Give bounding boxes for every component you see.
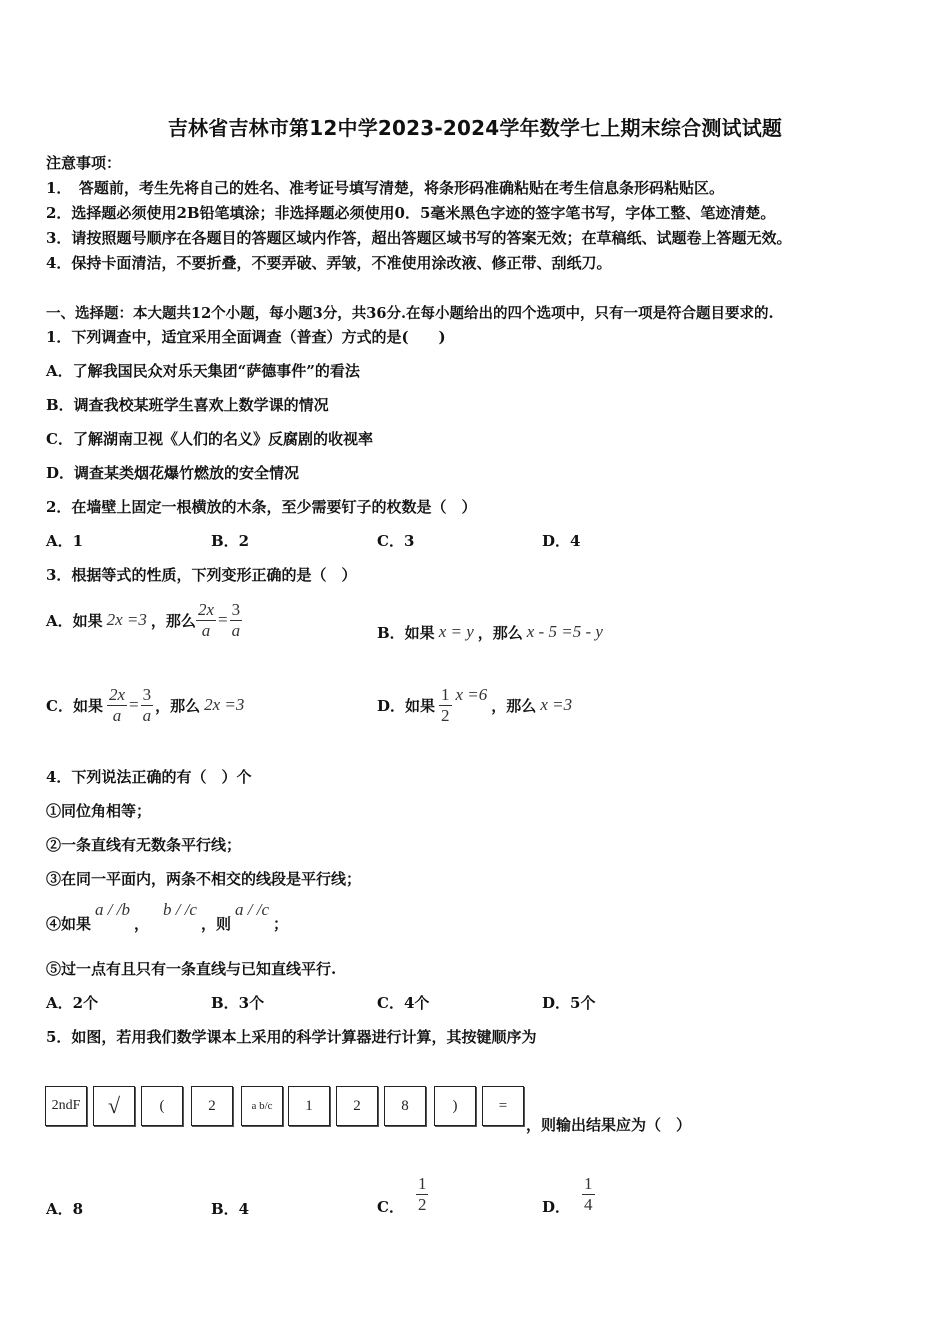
q3-option-c xyxy=(46,683,244,727)
q3-d-condition: x =6 xyxy=(455,685,488,704)
q1-option-a: A．了解我国民众对乐天集团“萨德事件”的看法 xyxy=(46,362,360,380)
q5-option-c xyxy=(377,1172,428,1216)
q1-stem: 1．下列调查中，适宜采用全面调查（普查）方式的是( ) xyxy=(46,328,446,346)
key-2: 2 xyxy=(191,1086,233,1126)
q3-option-a xyxy=(46,598,242,642)
q4-option-c: C．4个 xyxy=(377,994,430,1012)
q3-c-den2: a xyxy=(142,705,152,725)
q5-d-fraction xyxy=(582,1174,595,1215)
q4-s4-end: ； xyxy=(273,915,289,933)
key-1: 1 xyxy=(288,1086,330,1126)
q3-a-fraction-right xyxy=(230,600,243,641)
q3-d-fraction xyxy=(439,685,452,726)
q4-statement-1: ①同位角相等； xyxy=(46,802,152,820)
q3-c-den1: a xyxy=(112,705,122,725)
q4-statement-3: ③在同一平面内，两条不相交的线段是平行线； xyxy=(46,870,362,888)
notice-item-3: 3．请按照题号顺序在各题目的答题区域内作答，超出答题区域书写的答案无效；在草稿纸、试题卷上答题无效。 xyxy=(46,229,792,247)
q3-d-label: D．如果 xyxy=(377,696,436,715)
q1-option-b: B．调查我校某班学生喜欢上数学课的情况 xyxy=(46,396,329,414)
q2-stem: 2．在墙壁上固定一根横放的木条，至少需要钉子的枚数是（ ） xyxy=(46,498,477,516)
q5-option-a: A．8 xyxy=(46,1200,84,1218)
key-8: 8 xyxy=(384,1086,426,1126)
q3-a-num1: 2x xyxy=(197,599,214,619)
q4-s4-sep-1: ， xyxy=(133,915,149,933)
q4-statement-4 xyxy=(46,898,288,934)
q1-option-c: C．了解湖南卫视《人们的名义》反腐剧的收视率 xyxy=(46,430,373,448)
q2-option-b: B．2 xyxy=(211,532,250,550)
q3-c-fraction-right xyxy=(141,685,154,726)
key-open-paren: ( xyxy=(141,1086,183,1126)
q4-option-d: D．5个 xyxy=(542,994,596,1012)
q4-s4-math-3: a / /c xyxy=(235,900,269,919)
q3-d-den: 2 xyxy=(441,705,450,725)
q3-c-label: C．如果 xyxy=(46,696,103,715)
q3-d-mid: ，那么 xyxy=(491,696,537,715)
key-sqrt: √ xyxy=(93,1086,135,1126)
q3-a-mid: ，那么 xyxy=(150,611,196,630)
q3-option-b xyxy=(377,620,603,644)
q1-option-d: D．调查某类烟花爆竹燃放的安全情况 xyxy=(46,464,300,482)
q3-a-den1: a xyxy=(201,620,211,640)
q3-d-num: 1 xyxy=(441,684,450,704)
q3-option-d xyxy=(377,683,572,727)
q4-option-a: A．2个 xyxy=(46,994,99,1012)
q5-option-b: B．4 xyxy=(211,1200,250,1218)
q5-d-num: 1 xyxy=(584,1173,593,1193)
q3-a-condition: 2x =3 xyxy=(106,610,147,629)
q3-c-num2: 3 xyxy=(142,684,152,704)
q5-c-label: C． xyxy=(377,1197,404,1216)
notice-item-4: 4．保持卡面清洁，不要折叠，不要弄破、弄皱，不准使用涂改液、修正带、刮纸刀。 xyxy=(46,254,612,272)
q4-statement-2: ②一条直线有无数条平行线； xyxy=(46,836,242,854)
notice-item-2: 2．选择题必须使用2B铅笔填涂；非选择题必须使用0．5毫米黑色字迹的签字笔书写，字体工整、笔迹清楚。 xyxy=(46,204,776,222)
q3-c-num1: 2x xyxy=(108,684,125,704)
q5-option-d xyxy=(542,1172,595,1216)
q3-a-equals: = xyxy=(217,610,228,629)
q4-stem: 4．下列说法正确的有（ ）个 xyxy=(46,768,252,786)
q3-b-condition: x = y xyxy=(438,622,474,641)
q3-b-label: B．如果 xyxy=(377,623,435,642)
q3-d-result: x =3 xyxy=(540,695,573,714)
q4-s4-pre: ④如果 xyxy=(46,915,92,933)
q5-d-label: D． xyxy=(542,1197,571,1216)
q5-d-den: 4 xyxy=(584,1194,593,1214)
q5-c-fraction xyxy=(416,1174,429,1215)
page-title: 吉林省吉林市第12中学2023-2024学年数学七上期末综合测试试题 xyxy=(167,116,783,140)
q3-c-mid: ，那么 xyxy=(155,696,201,715)
q3-c-result: 2x =3 xyxy=(204,695,245,714)
q5-c-den: 2 xyxy=(417,1194,427,1214)
notice-heading: 注意事项： xyxy=(46,154,122,172)
q4-s4-math-1: a / /b xyxy=(95,900,130,919)
q3-a-den2: a xyxy=(231,620,241,640)
key-equals: = xyxy=(482,1086,524,1126)
q3-a-label: A．如果 xyxy=(46,611,103,630)
key-2-second: 2 xyxy=(336,1086,378,1126)
q3-a-num2: 3 xyxy=(231,599,241,619)
key-close-paren: ) xyxy=(434,1086,476,1126)
q4-s4-math-2: b / /c xyxy=(162,900,197,919)
q2-option-c: C．3 xyxy=(377,532,415,550)
q4-option-b: B．3个 xyxy=(211,994,265,1012)
q5-tail: ，则输出结果应为（ ） xyxy=(526,1116,692,1134)
q5-c-num: 1 xyxy=(417,1173,427,1193)
key-fraction: a b/c xyxy=(241,1086,283,1126)
q3-b-mid: ，那么 xyxy=(477,623,523,642)
notice-item-1: 1． 答题前，考生先将自己的姓名、准考证号填写清楚，将条形码准确粘贴在考生信息条形码粘贴区。 xyxy=(46,179,724,197)
q3-a-fraction-left xyxy=(196,600,216,641)
q4-s4-sep-2: ，则 xyxy=(200,915,231,933)
q2-option-a: A．1 xyxy=(46,532,84,550)
q3-stem: 3．根据等式的性质，下列变形正确的是（ ） xyxy=(46,566,357,584)
section-heading: 一、选择题：本大题共12个小题，每小题3分，共36分.在每小题给出的四个选项中，只有一项是符合题目要求的. xyxy=(46,305,774,322)
q2-option-d: D．4 xyxy=(542,532,581,550)
q3-c-fraction-left xyxy=(107,685,127,726)
q4-statement-5: ⑤过一点有且只有一条直线与已知直线平行. xyxy=(46,960,337,978)
key-2ndf: 2ndF xyxy=(45,1086,87,1126)
q3-c-equals: = xyxy=(129,695,139,714)
q3-b-result: x - 5 =5 - y xyxy=(526,622,603,641)
q5-stem: 5．如图，若用我们数学课本上采用的科学计算器进行计算，其按键顺序为 xyxy=(46,1028,537,1046)
